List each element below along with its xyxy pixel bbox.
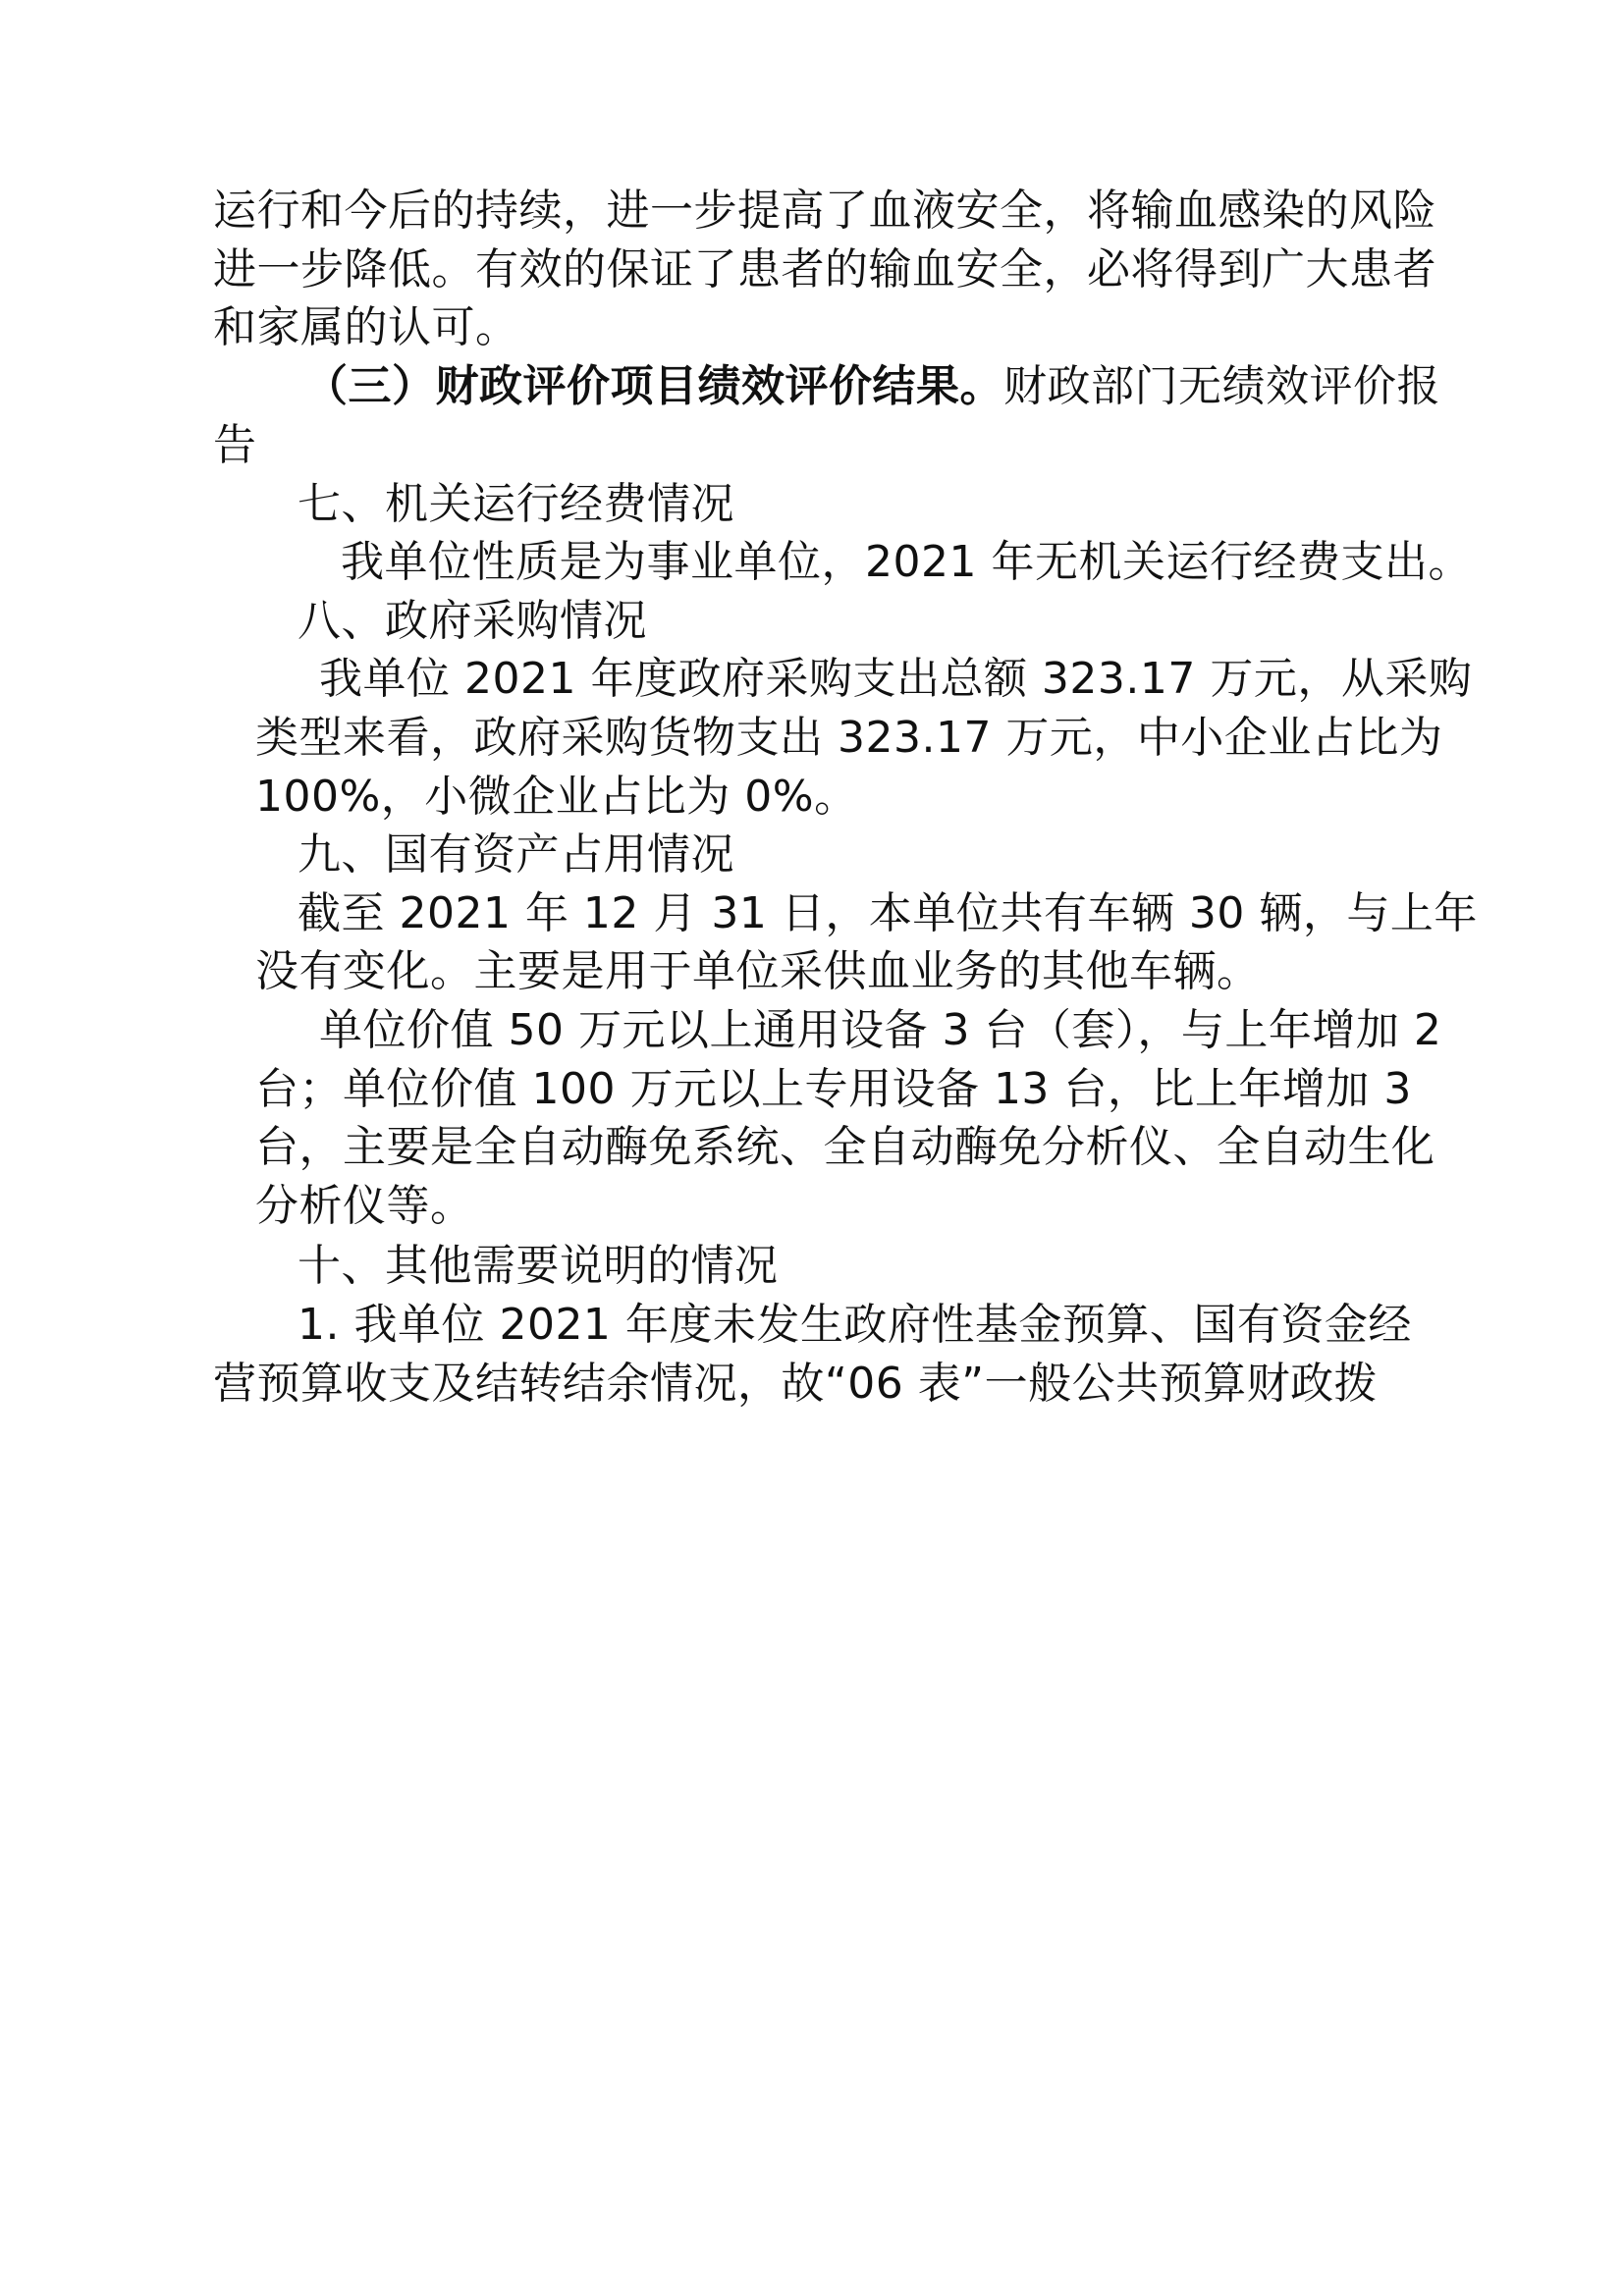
- section-nine-p2-line-2: 台；单位价值 100 万元以上专用设备 13 台，比上年增加 3: [255, 1064, 1412, 1114]
- section-eight-heading: 八、政府采购情况: [298, 596, 647, 646]
- section-ten-heading: 十、其他需要说明的情况: [298, 1241, 779, 1291]
- section-eight-line-2: 类型来看，政府采购货物支出 323.17 万元，中小企业占比为: [255, 713, 1443, 763]
- section-ten-line-2: 营预算收支及结转结余情况，故“06 表”一般公共预算财政拨: [213, 1359, 1379, 1409]
- section-nine-p2-line-3: 台，主要是全自动酶免系统、全自动酶免分析仪、全自动生化: [255, 1122, 1435, 1172]
- section-nine-p2-line-1: 单位价值 50 万元以上通用设备 3 台（套），与上年增加 2: [319, 1005, 1442, 1055]
- section-three-text: 财政部门无绩效评价报: [1003, 361, 1440, 411]
- section-eight-line-3: 100%，小微企业占比为 0%。: [255, 772, 858, 822]
- section-nine-p1-line-2: 没有变化。主要是用于单位采供血业务的其他车辆。: [255, 946, 1261, 996]
- section-nine-heading: 九、国有资产占用情况: [298, 829, 734, 880]
- continuation-line-2: 进一步降低。有效的保证了患者的输血安全，必将得到广大患者: [213, 244, 1436, 294]
- section-three-line-2: 告: [213, 420, 257, 470]
- continuation-line-3: 和家属的认可。: [213, 302, 519, 352]
- section-three-heading: （三）财政评价项目绩效评价结果。: [304, 361, 1003, 411]
- continuation-line-1: 运行和今后的持续，进一步提高了血液安全，将输血感染的风险: [213, 186, 1436, 236]
- section-eight-line-1: 我单位 2021 年度政府采购支出总额 323.17 万元，从采购: [319, 654, 1473, 704]
- section-three-line-1: [304, 357, 1440, 416]
- section-ten-line-1: 1. 我单位 2021 年度未发生政府性基金预算、国有资金经: [298, 1300, 1412, 1350]
- section-nine-p1-line-1: 截至 2021 年 12 月 31 日，本单位共有车辆 30 辆，与上年: [298, 888, 1478, 938]
- section-seven-paragraph: 我单位性质是为事业单位，2021 年无机关运行经费支出。: [341, 537, 1472, 587]
- section-nine-p2-line-4: 分析仪等。: [255, 1181, 474, 1231]
- section-seven-heading: 七、机关运行经费情况: [298, 479, 734, 529]
